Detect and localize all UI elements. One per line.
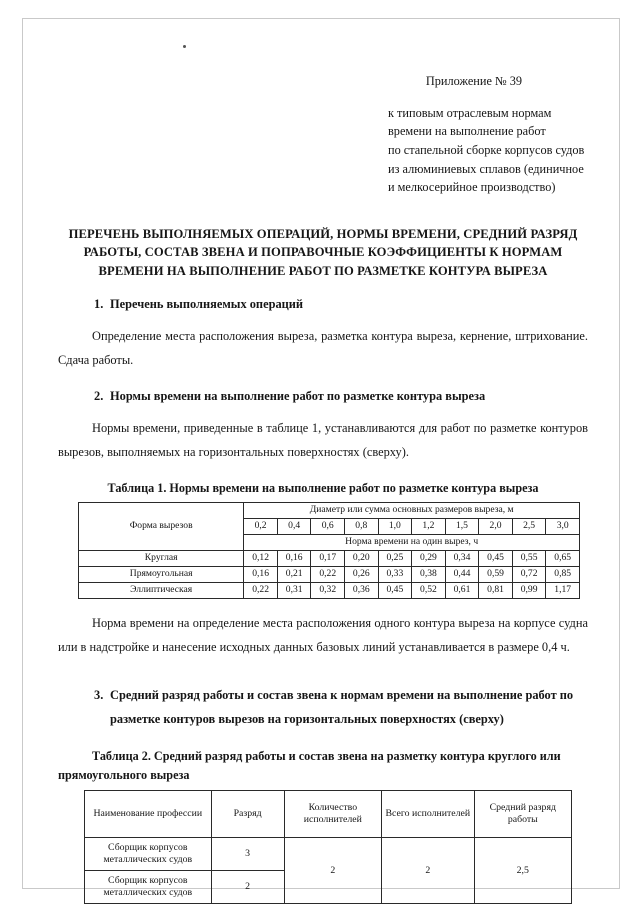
appendix-header xyxy=(58,72,588,197)
header-grade: Разряд xyxy=(211,790,284,837)
cell-value: 0,17 xyxy=(311,550,345,566)
header-line-1: к типовым отраслевым нормам xyxy=(388,105,552,120)
table-row xyxy=(85,837,572,870)
cell-value: 0,20 xyxy=(345,550,379,566)
cell-value: 0,85 xyxy=(546,566,580,582)
cell-value: 0,45 xyxy=(378,582,412,598)
after-table-1-paragraph: Норма времени на определение места расположения одного контура выреза на корпусе судна или в надстройке и нанесение исходных данных базовых линий устанавливается в размере 0,4 ч. xyxy=(58,615,588,654)
section-1-title: Перечень выполняемых операций xyxy=(110,296,304,311)
profession-name: Сборщик корпусов металлических судов xyxy=(85,870,212,903)
section-2-title: Нормы времени на выполнение работ по разметке контура выреза xyxy=(110,389,486,404)
table-row xyxy=(79,566,580,582)
table-row xyxy=(79,582,580,598)
header-form: Форма вырезов xyxy=(79,502,244,550)
diameter-value: 0,4 xyxy=(277,518,311,534)
cell-value: 0,12 xyxy=(244,550,278,566)
crew-composition-table xyxy=(84,790,572,904)
cell-value: 0,16 xyxy=(244,566,278,582)
row-name: Эллиптическая xyxy=(79,582,244,598)
header-profession: Наименование профессии xyxy=(85,790,212,837)
diameter-value: 3,0 xyxy=(546,518,580,534)
cell-value: 0,99 xyxy=(512,582,546,598)
cell-value: 1,17 xyxy=(546,582,580,598)
table-1-wrapper xyxy=(58,502,588,599)
section-2 xyxy=(58,389,588,464)
table-1-caption: Таблица 1. Нормы времени на выполнение работ по разметке контура выреза xyxy=(107,480,539,495)
quantity-value: 2 xyxy=(284,837,381,903)
section-1-paragraph: Определение места расположения выреза, разметка контура выреза, кернение, штрихование. Сдача работы. xyxy=(58,328,588,368)
table-2-wrapper xyxy=(58,790,588,904)
cell-value: 0,31 xyxy=(277,582,311,598)
header-line-4: из алюминиевых сплавов (единичное xyxy=(388,161,584,176)
cell-value: 0,65 xyxy=(546,550,580,566)
header-quantity: Количество исполнителей xyxy=(284,790,381,837)
cell-value: 0,34 xyxy=(445,550,479,566)
cell-value: 0,16 xyxy=(277,550,311,566)
cell-value: 0,45 xyxy=(479,550,513,566)
grade-value: 3 xyxy=(211,837,284,870)
cell-value: 0,36 xyxy=(345,582,379,598)
section-3-number: 3. xyxy=(94,688,104,702)
row-name: Круглая xyxy=(79,550,244,566)
diameter-value: 1,0 xyxy=(378,518,412,534)
section-2-paragraph: Нормы времени, приведенные в таблице 1, устанавливаются для работ по разметке контуров вырезов, выполняемых на горизонтальных поверхностях (сверху). xyxy=(58,421,588,460)
cell-value: 0,72 xyxy=(512,566,546,582)
cell-value: 0,59 xyxy=(479,566,513,582)
cell-value: 0,22 xyxy=(244,582,278,598)
cell-value: 0,38 xyxy=(412,566,446,582)
cell-value: 0,44 xyxy=(445,566,479,582)
grade-value: 2 xyxy=(211,870,284,903)
cell-value: 0,55 xyxy=(512,550,546,566)
header-total: Всего исполнителей xyxy=(382,790,475,837)
section-1-number: 1. xyxy=(94,296,104,311)
subheader-norm: Норма времени на один вырез, ч xyxy=(244,534,580,550)
cell-value: 0,32 xyxy=(311,582,345,598)
header-diameter: Диаметр или сумма основных размеров выреза, м xyxy=(244,502,580,518)
cell-value: 0,26 xyxy=(345,566,379,582)
diameter-value: 2,0 xyxy=(479,518,513,534)
cell-value: 0,22 xyxy=(311,566,345,582)
cell-value: 0,29 xyxy=(412,550,446,566)
total-value: 2 xyxy=(382,837,475,903)
cell-value: 0,21 xyxy=(277,566,311,582)
header-line-2: времени на выполнение работ xyxy=(388,124,546,139)
norms-table xyxy=(78,502,580,599)
avg-grade-value: 2,5 xyxy=(474,837,571,903)
table-row xyxy=(85,790,572,837)
profession-name: Сборщик корпусов металлических судов xyxy=(85,837,212,870)
diameter-value: 0,8 xyxy=(345,518,379,534)
header-line-5: и мелкосерийное производство) xyxy=(388,180,556,195)
cell-value: 0,25 xyxy=(378,550,412,566)
cell-value: 0,52 xyxy=(412,582,446,598)
section-1 xyxy=(58,297,588,372)
header-line-3: по стапельной сборке корпусов судов xyxy=(388,143,585,158)
diameter-value: 0,6 xyxy=(311,518,345,534)
page-title: ПЕРЕЧЕНЬ ВЫПОЛНЯЕМЫХ ОПЕРАЦИЙ, НОРМЫ ВРЕМЕНИ, СРЕДНИЙ РАЗРЯД РАБОТЫ, СОСТАВ ЗВЕНА И ПОПРАВОЧНЫЕ КОЭФФИЦИЕНТЫ К НОРМАМ ВРЕМЕНИ НА ВЫПОЛНЕНИЕ РАБОТ ПО РАЗМЕТКЕ КОНТУРА ВЫРЕЗА xyxy=(68,227,578,278)
diameter-value: 1,5 xyxy=(445,518,479,534)
appendix-number: Приложение № 39 xyxy=(425,74,523,88)
cell-value: 0,61 xyxy=(445,582,479,598)
table-2-caption: Таблица 2. Средний разряд работы и состав звена на разметку контура круглого или прямоугольного выреза xyxy=(58,749,561,782)
diameter-value: 1,2 xyxy=(412,518,446,534)
section-3-title: Средний разряд работы и состав звена к нормам времени на выполнение работ по разметке контуров вырезов на горизонтальных поверхностях (сверху) xyxy=(110,688,574,727)
table-row xyxy=(79,502,580,518)
diameter-value: 0,2 xyxy=(244,518,278,534)
diameter-value: 2,5 xyxy=(512,518,546,534)
header-avg-grade: Средний разряд работы xyxy=(474,790,571,837)
section-3 xyxy=(58,683,588,731)
cell-value: 0,81 xyxy=(479,582,513,598)
table-row xyxy=(79,550,580,566)
section-2-number: 2. xyxy=(94,389,104,404)
row-name: Прямоугольная xyxy=(79,566,244,582)
cell-value: 0,33 xyxy=(378,566,412,582)
